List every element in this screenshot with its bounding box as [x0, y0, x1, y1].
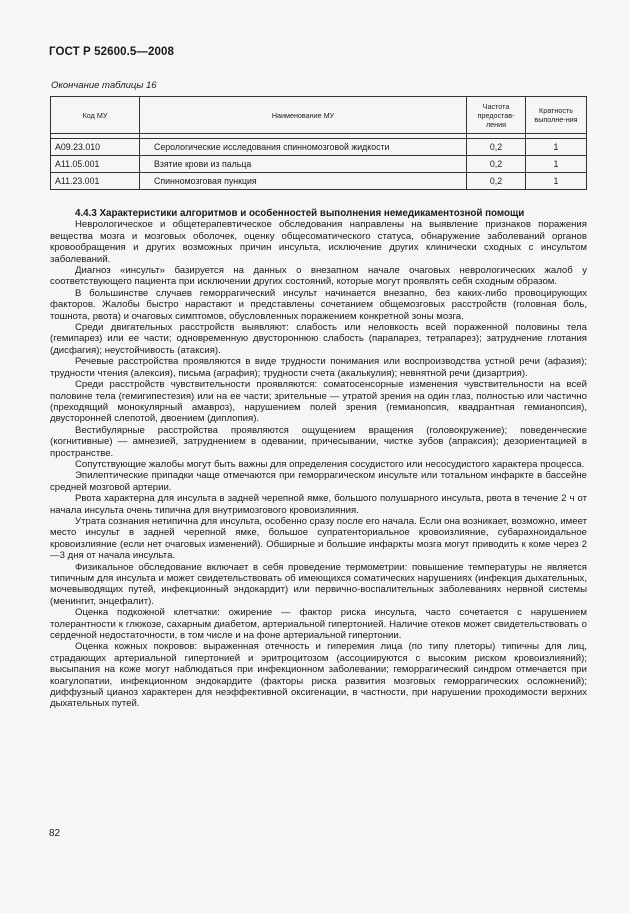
table-header-row — [51, 97, 587, 134]
paragraph: Физикальное обследование включает в себя проведение термометрии: повышение температуры не является типичным для инсульта и может свидетельствовать об имеющихся соматических нарушениях (инфекция дыхательных, мочевыводящих путей, инфекционный эндокардит) или первично-воспалительных заболеваниях нервной системы (менингит, энцефалит). — [50, 561, 587, 607]
paragraph: Рвота характерна для инсульта в задней черепной ямке, большого полушарного инсульта, рвота в течение 2 ч от начала инсульта очень типична для внутримозгового кровоизлияния. — [50, 493, 587, 516]
page-number: 82 — [49, 828, 61, 839]
cell-name: Серологические исследования спинномозговой жидкости — [140, 139, 467, 156]
table-caption: Окончание таблицы 16 — [51, 80, 157, 91]
section-body — [50, 208, 587, 710]
table-row — [51, 173, 587, 190]
paragraph: Сопутствующие жалобы могут быть важны для определения сосудистого или несосудистого характера процесса. — [75, 458, 585, 470]
document-header: ГОСТ Р 52600.5—2008 — [49, 46, 174, 58]
cell-frequency: 0,2 — [467, 173, 526, 190]
paragraph: Речевые расстройства проявляются в виде трудности понимания или воспроизводства устной речи (афазия); трудности чтения (алексия), письма (аграфия); трудности счета (акалькулия); невнятной речи (дизартрия). — [50, 356, 587, 379]
column-header-code: Код МУ — [51, 97, 140, 134]
table-row — [51, 139, 587, 156]
cell-multiplicity: 1 — [526, 173, 587, 190]
cell-multiplicity: 1 — [526, 139, 587, 156]
cell-name: Спинномозговая пункция — [140, 173, 467, 190]
cell-multiplicity: 1 — [526, 156, 587, 173]
paragraph: Оценка подкожной клетчатки: ожирение — фактор риска инсульта, часто сочетается с нарушением толерантности к глюкозе, сахарным диабетом, артериальной гипертонией. Наличие отеков может свидетельствовать о сердечной недостаточности, в том числе и на фоне артериальной гипертонии. — [50, 607, 587, 642]
column-header-name: Наименование МУ — [140, 97, 467, 134]
cell-code: A11.23.001 — [51, 173, 140, 190]
paragraph: Вестибулярные расстройства проявляются ощущением вращения (головокружение); поведенческие (когнитивные) — амнезией, затруднением в одевании, причесывании, чистке зубов (апраксия); дезориентацией в пространстве. — [50, 424, 587, 459]
cell-frequency: 0,2 — [467, 139, 526, 156]
paragraph: Неврологическое и общетерапевтическое обследования направлены на выявление признаков поражения вещества мозга и мозговых оболочек, оценку общесоматического статуса, обнаружение заболеваний органов кровообращения и других возможных причин инсульта, исключение других клинически сходных с инсультом заболеваний. — [50, 219, 587, 265]
cell-name: Взятие крови из пальца — [140, 156, 467, 173]
paragraph: Диагноз «инсульт» базируется на данных о внезапном начале очаговых неврологических жалоб у соответствующего пациента при исключении других состояний, которые могут проявлять себя сходным образом. — [50, 265, 587, 288]
paragraph: Среди расстройств чувствительности проявляются: соматосенсорные изменения чувствительности на всей половине тела (гемигипестезия) или на ее части; зрительные — утратой зрения на один глаз, полностью или частично (преходящий монокулярный амавроз), нарушением полей зрения (гемианопсия, квадрантная гемианопсия), двусторонней слепотой, двоением (диплопия). — [50, 379, 587, 425]
column-header-multiplicity: Кратность выполне-ния — [526, 97, 587, 134]
section-title: 4.4.3 Характеристики алгоритмов и особенностей выполнения немедикаментозной помощи — [75, 208, 525, 219]
cell-code: A11.05.001 — [51, 156, 140, 173]
paragraph: Оценка кожных покровов: выраженная отечность и гиперемия лица (по типу плеторы) типичны для лиц, страдающих артериальной гипертонией и эритроцитозом (ассоциируются с высоким риском кровоизлияний); высыпания на коже могут наблюдаться при инфекционном заболевании; геморрагический синдром отмечается при коагулопатии, инфекционном эндокардите (факторы риска развития мозговых геморрагических осложнений); диффузный цианоз характерен для неэффективной оксигенации, в частности, при нарушении проходимости верхних дыхательных путей. — [50, 641, 587, 710]
paragraph: Эпилептические припадки чаще отмечаются при геморрагическом инсульте или тотальном инфаркте в бассейне средней мозговой артерии. — [50, 470, 587, 493]
paragraph: Среди двигательных расстройств выявляют: слабость или неловкость всей пораженной половины тела (гемипарез) или ее части; одновременную двустороннюю слабость (парапарез, тетрапарез); затруднение глотания (дисфагия); неустойчивость (атаксия). — [50, 322, 587, 356]
paragraph: В большинстве случаев геморрагический инсульт начинается внезапно, без каких-либо провоцирующих факторов. Жалобы быстро нарастают и представлены сочетанием общемозговых расстройств (головная боль, тошнота, рвота) и очаговых симптомов, обусловленных поражением конкретной зоны мозга. — [50, 287, 587, 322]
services-table — [50, 96, 587, 190]
table-row — [51, 156, 587, 173]
cell-code: A09.23.010 — [51, 139, 140, 156]
column-header-frequency: Частота предостав-ления — [467, 97, 526, 134]
paragraph: Утрата сознания нетипична для инсульта, особенно сразу после его начала. Если она возникает, возможно, имеет место инсульт в задней черепной ямке, большое супратенториальное кровоизлияние, субарахноидальное кровоизлияние (если нет очаговых изменений). Обширные и большие инфаркты мозга могут приводить к коме через 2—3 дня от начала инсульта. — [50, 515, 587, 562]
cell-frequency: 0,2 — [467, 156, 526, 173]
